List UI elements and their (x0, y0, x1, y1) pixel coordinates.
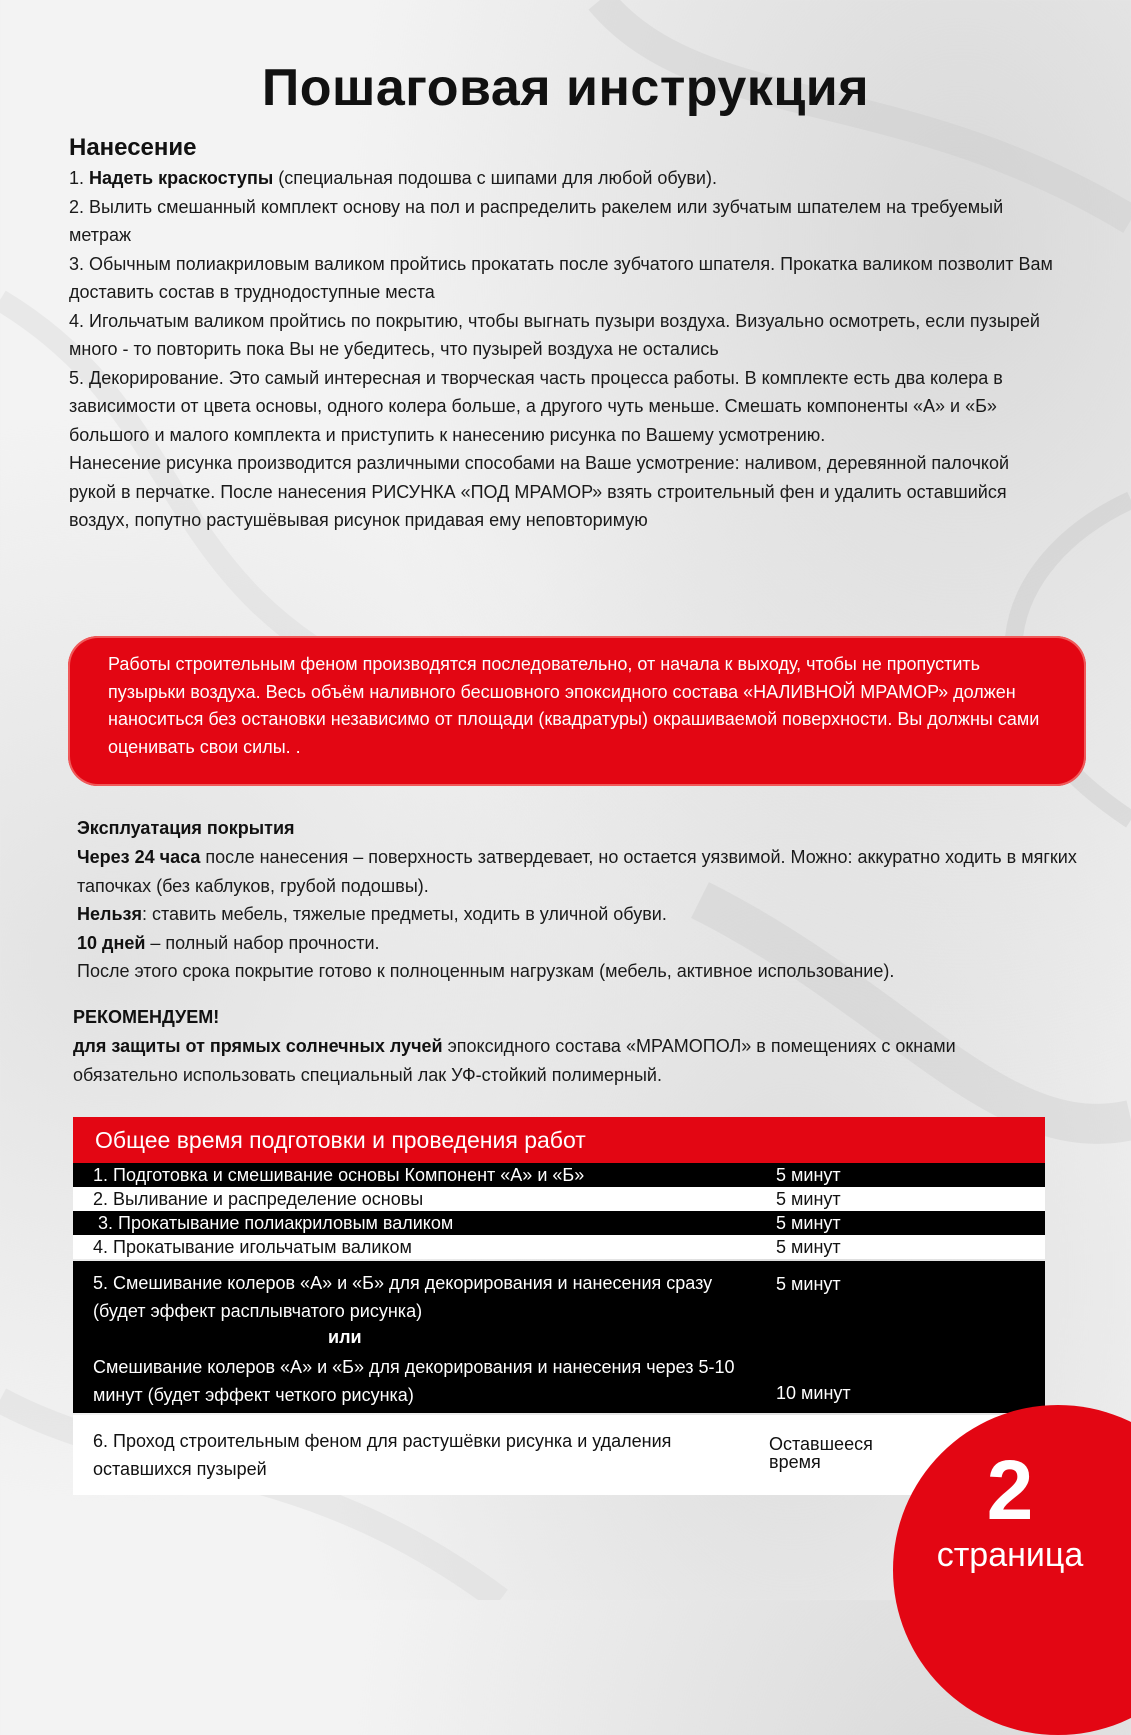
recommend-rest: эпоксидного состава «МРАМОПОЛ» в помещениях с окнами обязательно использовать специальный лак УФ-стойкий полимерный. (73, 1036, 956, 1085)
table-row (73, 1235, 1045, 1259)
row-text: 1. Подготовка и смешивание основы Компонент «А» и «Б» (93, 1165, 585, 1185)
step-1 (69, 164, 1059, 193)
row-time: 5 минут (776, 1237, 841, 1257)
operation-p1 (77, 843, 1087, 900)
row-time-alt: 10 минут (776, 1383, 851, 1403)
step-1-number: 1. (69, 168, 90, 188)
step-1-bold: Надеть краскоступы (89, 168, 274, 188)
row-text: 2. Выливание и распределение основы (93, 1189, 424, 1209)
table-row (73, 1187, 1045, 1211)
row-time: Оставшееся время (769, 1434, 873, 1472)
step-1-rest: (специальная подошва с шипами для любой обуви). (273, 168, 717, 188)
table-header: Общее время подготовки и проведения работ (73, 1117, 1045, 1163)
operation-p3 (77, 929, 1087, 958)
operation-p1-rest: после нанесения – поверхность затвердевает, но остается уязвимой. Можно: аккуратно ходить в мягких тапочках (без каблуков, грубой подошвы). (77, 847, 1077, 896)
work-time-table (73, 1117, 1045, 1495)
page-label: страница (936, 1536, 1084, 1574)
operation-p2-rest: : ставить мебель, тяжелые предметы, ходить в уличной обуви. (141, 904, 667, 924)
row-text: 6. Проход строительным феном для растушёвки рисунка и удаления оставшихся пузырей (93, 1431, 672, 1479)
row-time: 5 минут (776, 1213, 841, 1233)
step-3: 3. Обычным полиакриловым валиком пройтись прокатать после зубчатого шпателя. Прокатка валиком позволит Вам доставить состав в труднодоступные места (69, 253, 1053, 302)
table-row (73, 1261, 1045, 1413)
drawing-note: Нанесение рисунка производится различными способами на Ваше усмотрение: наливом, деревянной палочкой рукой в перчатке. После нанесения РИСУНКА «ПОД МРАМОР» взять строительный фен и удалить оставшийся воздух, попутно растушёвывая рисунок придавая ему неповторимую (69, 453, 1010, 530)
page-title: Пошаговая инструкция (261, 59, 870, 117)
row-text-alt: Смешивание колеров «А» и «Б» для декорирования и нанесения через 5-10 минут (будет эффект четкого рисунка) (93, 1357, 735, 1405)
row-or: или (328, 1327, 362, 1347)
operation-p1-bold: Через 24 часа (77, 847, 201, 867)
step-5: 5. Декорирование. Это самый интересная и творческая часть процесса работы. В комплекте есть два колера в зависимости от цвета основы, одного колера больше, а другого чуть меньше. Смешать компоненты «А» и «Б» большого и малого комплекта и приступить к нанесению рисунка по Вашему усмотрению. (69, 367, 1003, 445)
row-time: 5 минут (776, 1274, 841, 1294)
row-text: 5. Смешивание колеров «А» и «Б» для декорирования и нанесения сразу (будет эффект расплывчатого рисунка) (93, 1273, 713, 1321)
operation-p4: После этого срока покрытие готово к полноценным нагрузкам (мебель, активное использование). (77, 961, 895, 981)
row-text: 3. Прокатывание полиакриловым валиком (93, 1213, 454, 1233)
operation-p2-bold: Нельзя (77, 904, 142, 924)
page-number: 2 (986, 1443, 1034, 1537)
operation-p3-rest: – полный набор прочности. (145, 932, 380, 953)
operation-section (77, 814, 1087, 986)
warning-box: Работы строительным феном производятся последовательно, от начала к выходу, чтобы не пропустить пузырьки воздуха. Весь объём наливного бесшовного эпоксидного состава «НАЛИВНОЙ МРАМОР» должен наноситься без остановки независимо от площади (квадратуры) окрашиваемой поверхности. Вы должны сами оценивать свои силы. . (68, 636, 1086, 786)
recommend-text (73, 1032, 1063, 1089)
operation-heading: Эксплуатация покрытия (77, 818, 295, 838)
row-text: 4. Прокатывание игольчатым валиком (93, 1237, 412, 1257)
operation-p3-bold: 10 дней (77, 932, 146, 953)
recommend-heading: РЕКОМЕНДУЕМ! (73, 1007, 220, 1027)
step-2: 2. Вылить смешанный комплект основу на пол и распределить ракелем или зубчатым шпателем на требуемый метраж (69, 196, 1004, 245)
recommend-bold: для защиты от прямых солнечных лучей (73, 1036, 443, 1056)
application-section (69, 132, 1059, 535)
table-row (73, 1415, 1045, 1495)
recommend-section (73, 1003, 1063, 1089)
application-heading: Нанесение (69, 134, 197, 161)
step-4: 4. Игольчатым валиком пройтись по покрытию, чтобы выгнать пузыри воздуха. Визуально осмотреть, если пузырей много - то повторить пока Вы не убедитесь, что пузырей воздуха не остались (69, 310, 1040, 359)
operation-p2 (77, 900, 1087, 929)
row-time: 5 минут (776, 1189, 841, 1209)
row-time: 5 минут (776, 1165, 841, 1185)
table-row (73, 1211, 1045, 1235)
table-row (73, 1163, 1045, 1187)
